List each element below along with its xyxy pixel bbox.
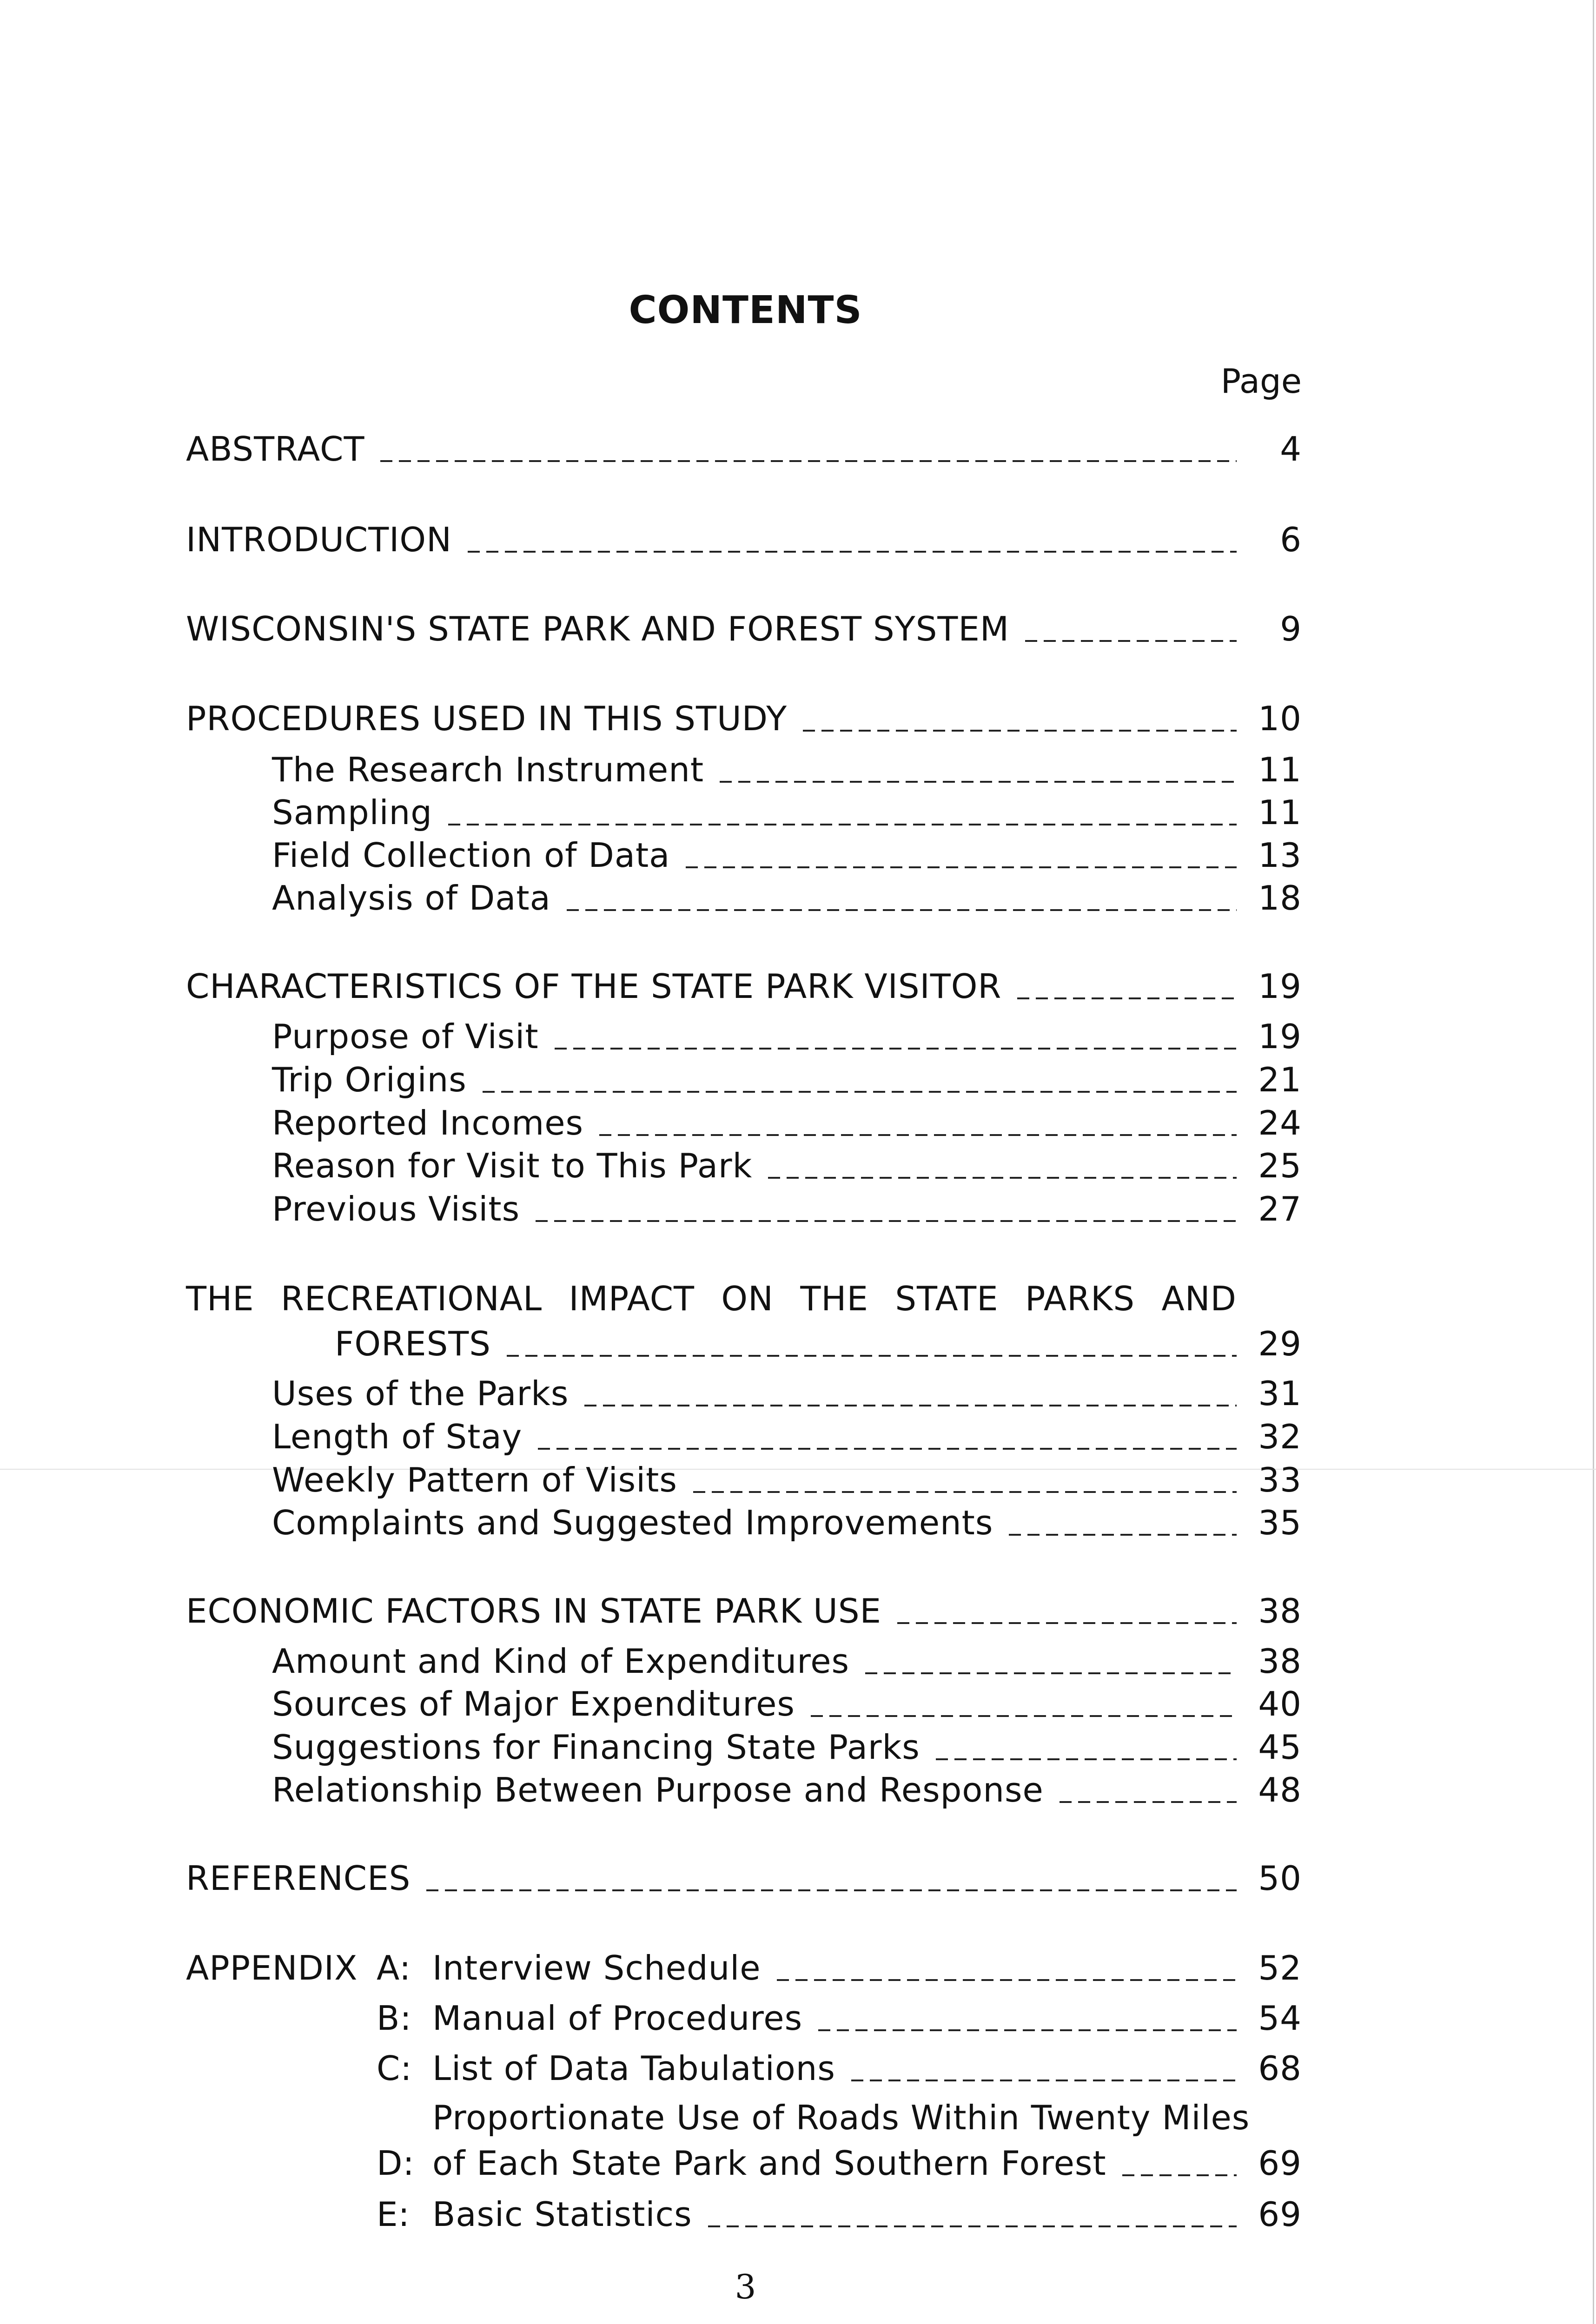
dot-leader bbox=[468, 551, 1237, 553]
toc-entry bbox=[335, 1318, 1302, 1363]
entry-label: Sampling bbox=[272, 793, 433, 832]
entry-label-line1: THE RECREATIONAL IMPACT ON THE STATE PARKS AND bbox=[186, 1279, 1237, 1318]
entry-label: Interview Schedule bbox=[432, 1948, 761, 1987]
entry-label: Previous Visits bbox=[272, 1189, 520, 1228]
toc-entry bbox=[186, 423, 1302, 469]
dot-leader bbox=[1025, 640, 1237, 642]
dot-leader bbox=[536, 1220, 1237, 1222]
entry-label: Reported Incomes bbox=[272, 1103, 584, 1142]
toc-entry bbox=[272, 1678, 1302, 1721]
entry-page-number: 54 bbox=[1258, 1999, 1302, 2038]
appendix-entry bbox=[432, 1942, 1302, 1985]
entry-page-number: 52 bbox=[1258, 1948, 1302, 1987]
appendix-entry bbox=[432, 2042, 1302, 2088]
entry-page-number: 19 bbox=[1258, 1017, 1302, 1056]
entry-label: Basic Statistics bbox=[432, 2195, 692, 2234]
toc-entry bbox=[272, 1721, 1302, 1767]
entry-label: Field Collection of Data bbox=[272, 836, 670, 875]
entry-label: REFERENCES bbox=[186, 1859, 411, 1898]
dot-leader bbox=[567, 909, 1237, 911]
dot-leader bbox=[1009, 1534, 1237, 1536]
dot-leader bbox=[897, 1622, 1237, 1624]
dot-leader bbox=[936, 1758, 1237, 1760]
dot-leader bbox=[426, 1889, 1237, 1891]
dot-leader bbox=[865, 1672, 1237, 1674]
dot-leader bbox=[448, 824, 1237, 825]
entry-page-number: 40 bbox=[1258, 1684, 1302, 1723]
dot-leader bbox=[584, 1405, 1237, 1406]
dot-leader bbox=[1060, 1801, 1237, 1803]
entry-page-number: 31 bbox=[1258, 1374, 1302, 1413]
appendix-letter: C: bbox=[377, 2049, 412, 2088]
entry-label: Amount and Kind of Expenditures bbox=[272, 1642, 850, 1681]
page-number: 3 bbox=[735, 2267, 756, 2306]
entry-page-number: 69 bbox=[1258, 2144, 1302, 2183]
dot-leader bbox=[507, 1355, 1237, 1357]
appendix-entry bbox=[432, 1992, 1302, 2038]
dot-leader bbox=[708, 2225, 1237, 2227]
toc-entry bbox=[186, 960, 1302, 1006]
entry-label: Sources of Major Expenditures bbox=[272, 1684, 795, 1723]
appendix-letter: E: bbox=[377, 2195, 410, 2234]
entry-page-number: 11 bbox=[1258, 793, 1302, 832]
entry-page-number: 9 bbox=[1280, 609, 1302, 648]
entry-page-number: 35 bbox=[1258, 1503, 1302, 1542]
entry-label: Length of Stay bbox=[272, 1417, 523, 1456]
toc-entry bbox=[272, 1764, 1302, 1807]
dot-leader bbox=[1122, 2174, 1237, 2176]
toc-entry bbox=[186, 1585, 1302, 1631]
entry-page-number: 38 bbox=[1258, 1591, 1302, 1631]
entry-page-number: 68 bbox=[1258, 2049, 1302, 2088]
appendix-entry bbox=[432, 2137, 1302, 2183]
entry-page-number: 32 bbox=[1258, 1417, 1302, 1456]
entry-label: Analysis of Data bbox=[272, 878, 551, 918]
entry-label: of Each State Park and Southern Forest bbox=[432, 2144, 1106, 2183]
entry-page-number: 45 bbox=[1258, 1728, 1302, 1767]
entry-page-number: 19 bbox=[1258, 967, 1302, 1006]
entry-label: The Research Instrument bbox=[272, 750, 704, 789]
dot-leader bbox=[483, 1091, 1237, 1093]
toc-entry bbox=[272, 1097, 1302, 1140]
dot-leader bbox=[380, 460, 1237, 462]
entry-label: Reason for Visit to This Park bbox=[272, 1146, 753, 1185]
entry-label: Complaints and Suggested Improvements bbox=[272, 1503, 993, 1542]
page-title: CONTENTS bbox=[629, 288, 862, 332]
entry-page-number: 48 bbox=[1258, 1770, 1302, 1809]
appendix-heading: APPENDIX bbox=[186, 1948, 358, 1987]
toc-entry bbox=[272, 872, 1302, 918]
dot-leader bbox=[818, 2029, 1237, 2031]
dot-leader bbox=[851, 2080, 1237, 2081]
toc-entry bbox=[272, 1497, 1302, 1542]
toc-entry bbox=[272, 1367, 1302, 1413]
dot-leader bbox=[599, 1134, 1237, 1136]
toc-entry bbox=[272, 1140, 1302, 1185]
entry-page-number: 24 bbox=[1258, 1103, 1302, 1142]
entry-label: ECONOMIC FACTORS IN STATE PARK USE bbox=[186, 1591, 882, 1631]
toc-entry bbox=[272, 829, 1302, 875]
dot-leader bbox=[777, 1979, 1237, 1981]
dot-leader bbox=[768, 1177, 1237, 1179]
entry-label: Uses of the Parks bbox=[272, 1374, 569, 1413]
toc-entry bbox=[186, 693, 1302, 738]
entry-label: Suggestions for Financing State Parks bbox=[272, 1728, 920, 1767]
entry-page-number: 25 bbox=[1258, 1146, 1302, 1185]
dot-leader bbox=[720, 781, 1237, 783]
appendix-entry bbox=[432, 2188, 1302, 2234]
dot-leader bbox=[555, 1048, 1237, 1050]
entry-page-number: 33 bbox=[1258, 1460, 1302, 1499]
entry-page-number: 29 bbox=[1258, 1324, 1302, 1363]
toc-entry bbox=[272, 786, 1302, 832]
toc-entry bbox=[272, 1054, 1302, 1099]
entry-page-number: 6 bbox=[1280, 520, 1302, 559]
dot-leader bbox=[811, 1715, 1237, 1717]
appendix-label-line1: Proportionate Use of Roads Within Twenty Miles bbox=[432, 2098, 1250, 2137]
appendix-letter: A: bbox=[377, 1948, 411, 1987]
entry-page-number: 27 bbox=[1258, 1189, 1302, 1228]
entry-label: Purpose of Visit bbox=[272, 1017, 539, 1056]
entry-page-number: 69 bbox=[1258, 2195, 1302, 2234]
appendix-letter: B: bbox=[377, 1999, 412, 2038]
entry-label: Relationship Between Purpose and Response bbox=[272, 1770, 1044, 1809]
entry-page-number: 11 bbox=[1258, 750, 1302, 789]
toc-entry bbox=[186, 603, 1302, 646]
entry-page-number: 10 bbox=[1258, 699, 1302, 738]
dot-leader bbox=[803, 730, 1237, 732]
toc-entry bbox=[272, 1454, 1302, 1497]
entry-label: INTRODUCTION bbox=[186, 520, 452, 559]
entry-page-number: 18 bbox=[1258, 878, 1302, 918]
entry-page-number: 13 bbox=[1258, 836, 1302, 875]
entry-label: Weekly Pattern of Visits bbox=[272, 1460, 677, 1499]
entry-label: FORESTS bbox=[335, 1324, 491, 1363]
entry-label: ABSTRACT bbox=[186, 429, 365, 469]
entry-label: Manual of Procedures bbox=[432, 1999, 803, 2038]
entry-label: WISCONSIN'S STATE PARK AND FOREST SYSTEM bbox=[186, 609, 1010, 648]
entry-label: PROCEDURES USED IN THIS STUDY bbox=[186, 699, 788, 738]
toc-entry bbox=[272, 744, 1302, 789]
entry-label: List of Data Tabulations bbox=[432, 2049, 835, 2088]
dot-leader bbox=[686, 866, 1237, 868]
entry-page-number: 4 bbox=[1280, 429, 1302, 469]
toc-entry bbox=[272, 1010, 1302, 1056]
appendix-letter: D: bbox=[377, 2144, 415, 2183]
toc-entry bbox=[272, 1411, 1302, 1456]
toc-entry bbox=[186, 514, 1302, 559]
toc-entry bbox=[272, 1183, 1302, 1226]
dot-leader bbox=[693, 1491, 1237, 1493]
entry-page-number: 50 bbox=[1258, 1859, 1302, 1898]
page-column-heading: Page bbox=[1220, 362, 1302, 401]
dot-leader bbox=[538, 1448, 1237, 1450]
toc-entry bbox=[272, 1635, 1302, 1681]
entry-page-number: 38 bbox=[1258, 1642, 1302, 1681]
toc-entry bbox=[186, 1852, 1302, 1898]
dot-leader bbox=[1017, 997, 1237, 999]
entry-label: Trip Origins bbox=[272, 1060, 467, 1099]
entry-page-number: 21 bbox=[1258, 1060, 1302, 1099]
entry-label: CHARACTERISTICS OF THE STATE PARK VISITOR bbox=[186, 967, 1002, 1006]
